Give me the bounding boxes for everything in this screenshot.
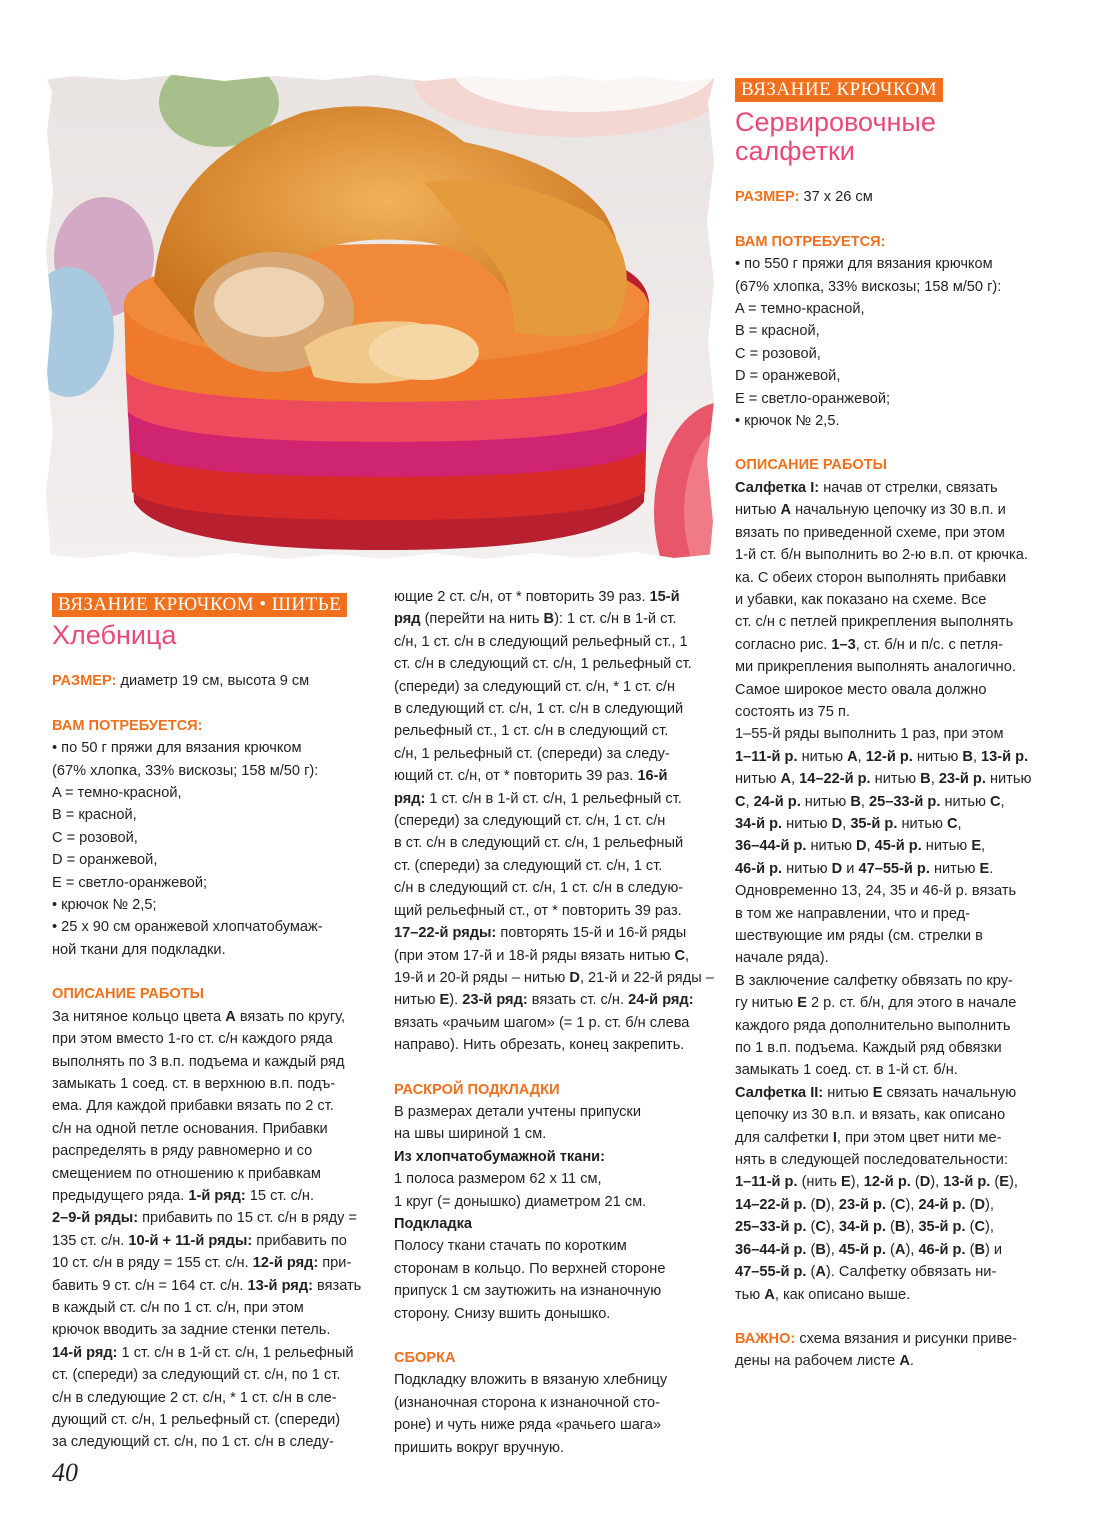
text-line: 14-й ряд: 1 ст. с/н в 1-й ст. с/н, 1 рельефный — [52, 1344, 354, 1361]
text-line: 36–44-й р. (B), 45-й р. (A), 46-й р. (B) и — [735, 1241, 1003, 1258]
text-line: 14–22-й р. (D), 23-й р. (C), 24-й р. (D), — [735, 1196, 994, 1213]
text-line: (спереди) за следующий ст. с/н, * 1 ст. с/н — [394, 678, 676, 695]
text-line: при этом вместо 1-го ст. с/н каждого ряда — [52, 1031, 333, 1048]
text-line: в каждый ст. с/н по 1 ст. с/н, при этом — [52, 1299, 304, 1316]
text-line: 47–55-й р. (A). Салфетку обвязать ни- — [735, 1264, 997, 1281]
napkins-column — [735, 78, 1065, 1373]
text-line: в ст. с/н в следующий ст. с/н, 1 рельефный — [394, 835, 684, 852]
text-line: ряд: 1 ст. с/н в 1-й ст. с/н, 1 рельефный ст. — [394, 790, 682, 807]
text-line: шествующие им ряды (см. стрелки в — [735, 928, 983, 944]
text-line: сторону. Снизу вшить донышко. — [394, 1305, 611, 1322]
text-line: 1–11-й р. нитью A, 12-й р. нитью B, 13-й р. — [735, 748, 1029, 765]
text-line: • крючок № 2,5; — [52, 897, 157, 914]
text-line: 19-й и 20-й ряды – нитью D, 21-й и 22-й ряды – — [394, 969, 714, 986]
text-line: вязать по приведенной схеме, при этом — [735, 524, 1005, 541]
text-line: и убавки, как показано на схеме. Все — [735, 591, 987, 608]
napkins-title-line1: Сервировочные — [735, 107, 936, 138]
text-line: состоять из 75 п. — [735, 703, 850, 720]
important-sheet: A — [899, 1353, 910, 1370]
text-line: с/н в следующий ст. с/н, 1 ст. с/н в следую- — [394, 880, 684, 897]
important-end: . — [909, 1353, 914, 1370]
text-line: Самое широкое место овала должно — [735, 681, 987, 698]
text-line: • по 50 г пряжи для вязания крючком — [52, 740, 302, 757]
text-line: ст. с/н в следующий ст. с/н, 1 рельефный ст. — [394, 656, 692, 673]
text-line: пришить вокруг вручную. — [394, 1439, 565, 1456]
text-line: C = розовой, — [52, 829, 138, 846]
text-line: распределять в ряду равномерно и со — [52, 1143, 313, 1160]
bread-size — [52, 670, 382, 692]
text-line: • 25 х 90 см оранжевой хлопчатобумаж- — [52, 919, 323, 936]
bread-left-column — [52, 593, 382, 1454]
bread-size-value: диаметр 19 см, высота 9 см — [116, 673, 310, 690]
text-line: Подкладка — [394, 1215, 473, 1232]
text-line: 10 ст. с/н в ряду = 155 ст. с/н. 12-й ряд: при- — [52, 1255, 352, 1272]
text-line: с/н в следующие 2 ст. с/н, * 1 ст. с/н в сле- — [52, 1389, 337, 1406]
napkins-needs-list — [735, 253, 1065, 432]
text-line: согласно рис. 1–3, ст. б/н и п/с. с петля- — [735, 636, 1003, 653]
napkins-size-value: 37 х 26 см — [799, 189, 873, 206]
napkins-section-tag: ВЯЗАНИЕ КРЮЧКОМ — [735, 78, 943, 102]
text-line: начале ряда). — [735, 950, 829, 967]
text-line: (при этом 17-й и 18-й ряды вязать нитью C, — [394, 947, 690, 964]
text-line: Салфетка I: начав от стрелки, связать — [735, 479, 998, 496]
text-line: нитью E). 23-й ряд: вязать ст. с/н. 24-й ряд: — [394, 992, 694, 1009]
text-line: на швы шириной 1 см. — [394, 1126, 547, 1143]
important-line2-wrap — [735, 1350, 1065, 1372]
text-line: B = красной, — [52, 807, 137, 824]
text-line: смещением по отношению к прибавкам — [52, 1165, 321, 1182]
text-line: за следующий ст. с/н, по 1 ст. с/н в следу- — [52, 1434, 334, 1451]
text-line: цепочку из 30 в.п. и вязать, как описано — [735, 1107, 1006, 1124]
text-line: замыкать 1 соед. ст. в верхнюю в.п. подъ- — [52, 1075, 336, 1092]
important-label: ВАЖНО: — [735, 1330, 796, 1347]
text-line: с/н на одной петле основания. Прибавки — [52, 1120, 328, 1137]
napkins-size — [735, 186, 1065, 208]
napkins-work-text — [735, 477, 1065, 1306]
text-line: припуск 1 см заутюжить на изнаночную — [394, 1283, 662, 1300]
text-line: нитью A начальную цепочку из 30 в.п. и — [735, 502, 1006, 519]
text-line: в том же направлении, что и пред- — [735, 905, 970, 922]
text-line: 25–33-й р. (C), 34-й р. (B), 35-й р. (C), — [735, 1219, 994, 1236]
napkins-size-label: РАЗМЕР: — [735, 189, 800, 206]
text-line: 1–55-й ряды выполнить 1 раз, при этом — [735, 726, 1004, 743]
bread-needs-list — [52, 737, 382, 961]
bread-middle-column — [394, 586, 714, 1459]
text-line: За нитяное кольцо цвета A вязать по кругу, — [52, 1008, 346, 1025]
napkins-title — [735, 108, 1065, 166]
cut-heading: РАСКРОЙ ПОДКЛАДКИ — [394, 1081, 560, 1098]
text-line: ной ткани для подкладки. — [52, 941, 226, 958]
text-line: 1 круг (= донышко) диаметром 21 см. — [394, 1193, 647, 1210]
text-line: 34-й р. нитью D, 35-й р. нитью C, — [735, 815, 962, 832]
page-number: 40 — [52, 1458, 78, 1487]
text-line: В заключение салфетку обвязать по кру- — [735, 972, 1013, 989]
text-line: бавить 9 ст. с/н = 164 ст. с/н. 13-й ряд: вязать — [52, 1277, 362, 1294]
text-line: C = розовой, — [735, 345, 821, 362]
text-line: ющий ст. с/н, от * повторить 39 раз. 16-й — [394, 768, 668, 785]
bread-work-heading: ОПИСАНИЕ РАБОТЫ — [52, 986, 204, 1003]
text-line: 36–44-й р. нитью D, 45-й р. нитью E, — [735, 838, 986, 855]
text-line: по 1 в.п. подъема. Каждый ряд обвязки — [735, 1040, 1002, 1057]
text-line: крючок вводить за задние стенки петель. — [52, 1322, 331, 1339]
text-line: ема. Для каждой прибавки вязать по 2 ст. — [52, 1098, 334, 1115]
text-line: ка. С обеих сторон выполнять прибавки — [735, 569, 1007, 586]
text-line: с/н, 1 ст. с/н в следующий рельефный ст., 1 — [394, 633, 688, 650]
text-line: • по 550 г пряжи для вязания крючком — [735, 256, 993, 273]
text-line: сторонам в кольцо. По верхней стороне — [394, 1260, 666, 1277]
napkins-needs-heading: ВАМ ПОТРЕБУЕТСЯ: — [735, 233, 886, 250]
text-line: (67% хлопка, 33% вискозы; 158 м/50 г): — [735, 278, 1002, 295]
text-line: D = оранжевой, — [52, 852, 158, 869]
napkins-important — [735, 1328, 1065, 1350]
text-line: щий рельефный ст., от * повторить 39 раз. — [394, 902, 682, 919]
text-line: каждого ряда дополнительно выполнить — [735, 1017, 1011, 1034]
text-line: A = темно-красной, — [735, 301, 865, 318]
napkins-work-heading: ОПИСАНИЕ РАБОТЫ — [735, 457, 887, 474]
text-line: 17–22-й ряды: повторять 15-й и 16-й ряды — [394, 925, 687, 942]
text-line: (спереди) за следующий ст. с/н, 1 ст. с/н — [394, 813, 666, 830]
bread-basket-photo — [44, 72, 716, 562]
text-line: 2–9-й ряды: прибавить по 15 ст. с/н в ряду = — [52, 1210, 358, 1227]
text-line: нять в следующей последовательности: — [735, 1152, 1008, 1169]
text-line: Подкладку вложить в вязаную хлебницу — [394, 1372, 668, 1389]
text-line: (67% хлопка, 33% вискозы; 158 м/50 г): — [52, 762, 319, 779]
text-line: B = красной, — [735, 323, 820, 340]
text-line: 1-й ст. б/н выполнить во 2-ю в.п. от крючка. — [735, 547, 1028, 564]
text-line: Из хлопчатобумажной ткани: — [394, 1148, 605, 1165]
bread-work-continued — [394, 586, 714, 1057]
text-line: ряд (перейти на нить B): 1 ст. с/н в 1-й ст. — [394, 611, 677, 628]
text-line: 1–11-й р. (нить E), 12-й р. (D), 13-й р. (E), — [735, 1174, 1018, 1191]
text-line: D = оранжевой, — [735, 368, 841, 385]
assembly-heading: СБОРКА — [394, 1350, 456, 1366]
text-line: ст. с/н с петлей прикрепления выполнять — [735, 614, 1014, 631]
text-line: A = темно-красной, — [52, 785, 182, 802]
important-line1: схема вязания и рисунки приве- — [795, 1330, 1018, 1347]
text-line: • крючок № 2,5. — [735, 413, 840, 430]
text-line: 1 полоса размером 62 х 11 см, — [394, 1171, 602, 1188]
text-line: рельефный ст., 1 ст. с/н в следующий ст. — [394, 723, 669, 740]
bread-title: Хлебница — [52, 620, 177, 651]
text-line: 46-й р. нитью D и 47–55-й р. нитью E. — [735, 860, 994, 877]
text-line: ст. (спереди) за следующий ст. с/н, по 1 ст. — [52, 1367, 341, 1384]
text-line: Одновременно 13, 24, 35 и 46-й р. вязать — [735, 883, 1017, 900]
bread-size-label: РАЗМЕР: — [52, 673, 117, 690]
text-line: Полосу ткани стачать по коротким — [394, 1238, 627, 1255]
important-line2: дены на рабочем листе — [735, 1353, 900, 1370]
text-line: в следующий ст. с/н, 1 ст. с/н в следующий — [394, 701, 684, 718]
text-line: выполнять по 3 в.п. подъема и каждый ряд — [52, 1053, 345, 1070]
text-line: В размерах детали учтены припуски — [394, 1103, 641, 1120]
text-line: ми прикрепления выполнять аналогично. — [735, 659, 1016, 676]
text-line: гу нитью E 2 р. ст. б/н, для этого в начале — [735, 995, 1017, 1012]
text-line: направо). Нить обрезать, конец закрепить. — [394, 1037, 685, 1054]
text-line: (изнаночная сторона к изнаночной сто- — [394, 1394, 660, 1411]
text-line: для салфетки I, при этом цвет нити ме- — [735, 1129, 1002, 1146]
bread-work-text — [52, 1006, 382, 1454]
cut-text — [394, 1101, 714, 1325]
text-line: замыкать 1 соед. ст. в 1-й ст. б/н. — [735, 1062, 958, 1079]
text-line: 135 ст. с/н. 10-й + 11-й ряды: прибавить по — [52, 1232, 347, 1249]
bread-section-tag: ВЯЗАНИЕ КРЮЧКОМ • ШИТЬЕ — [52, 593, 347, 617]
napkins-title-line2: салфетки — [735, 136, 855, 167]
assembly-text — [394, 1369, 714, 1459]
text-line: ст. (спереди) за следующий ст. с/н, 1 ст. — [394, 857, 663, 874]
text-line: C, 24-й р. нитью B, 25–33-й р. нитью C, — [735, 793, 1005, 810]
text-line: вязать «рачьим шагом» (= 1 р. ст. б/н слева — [394, 1014, 690, 1031]
text-line: ющие 2 ст. с/н, от * повторить 39 раз. 15-й — [394, 589, 680, 605]
text-line: роне) и чуть ниже ряда «рачьего шага» — [394, 1417, 662, 1434]
text-line: нитью A, 14–22-й р. нитью B, 23-й р. нитью — [735, 771, 1032, 788]
text-line: тью A, как описано выше. — [735, 1286, 911, 1303]
bread-needs-heading: ВАМ ПОТРЕБУЕТСЯ: — [52, 717, 203, 734]
text-line: дующий ст. с/н, 1 рельефный ст. (спереди) — [52, 1412, 341, 1428]
text-line: предыдущего ряда. 1-й ряд: 15 ст. с/н. — [52, 1187, 315, 1204]
text-line: E = светло-оранжевой; — [52, 874, 208, 891]
text-line: E = светло-оранжевой; — [735, 390, 891, 407]
text-line: Салфетка II: нитью E связать начальную — [735, 1084, 1017, 1101]
text-line: с/н, 1 рельефный ст. (спереди) за следу- — [394, 745, 670, 762]
